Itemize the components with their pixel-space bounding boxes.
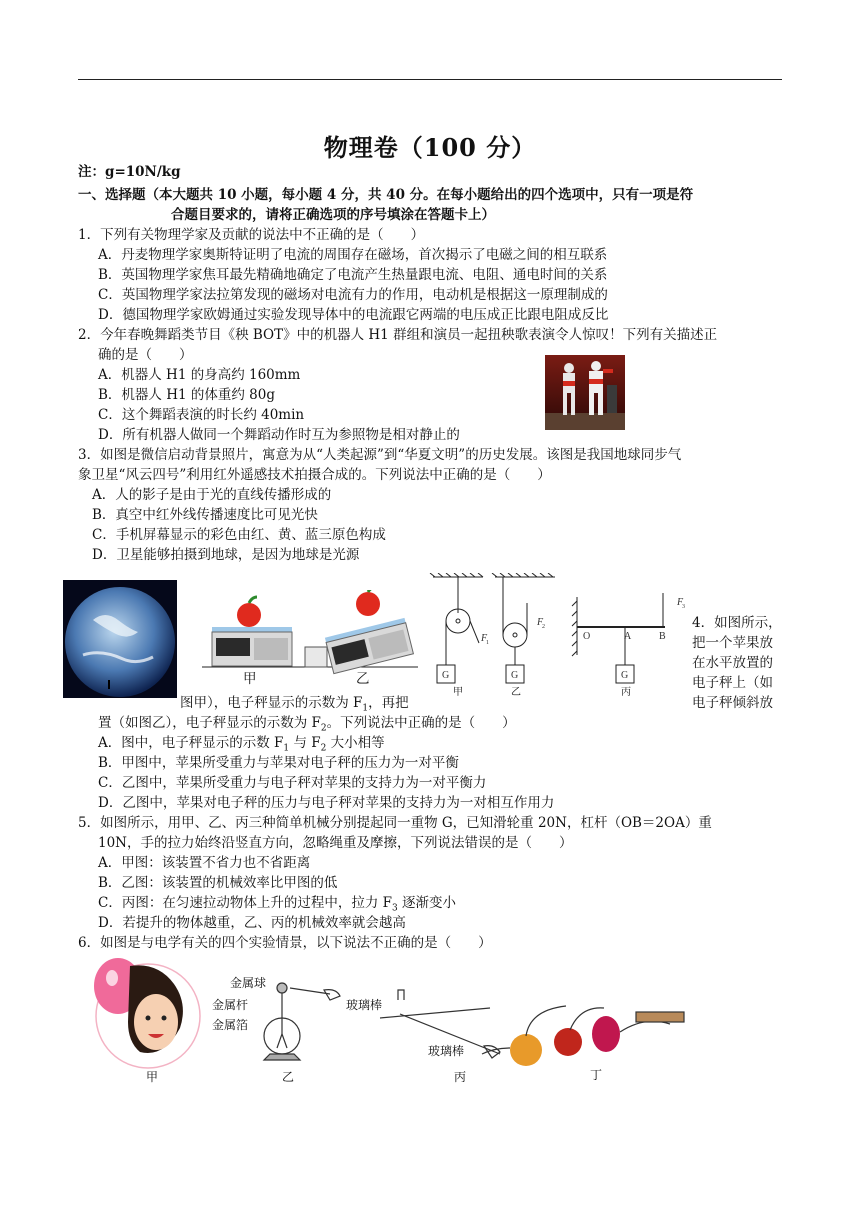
machine-f2: F [537, 617, 544, 628]
fig6-label-jia: 甲 [146, 1070, 159, 1084]
q4-option-c: C．乙图中，苹果所受重力与电子秤对苹果的支持力为一对平衡力 [98, 775, 487, 791]
q4-side-5: 电子秤倾斜放 [692, 695, 773, 711]
header-rule [78, 79, 782, 80]
q6-stem: 6．如图是与电学有关的四个实验情景，以下说法不正确的是（ ） [78, 935, 492, 951]
section1-line2: 合题目要求的，请将正确选项的序号填涂在答题卡上） [171, 207, 495, 223]
svg-text:3: 3 [682, 604, 685, 610]
fig6-label-ding: 丁 [590, 1068, 603, 1082]
q5-option-d: D．若提升的物体越重，乙、丙的机械效率就会越高 [98, 915, 406, 931]
q4-option-d: D．乙图中，苹果对电子秤的压力与电子秤对苹果的支持力为一对相互作用力 [98, 795, 555, 811]
note: 注：g=10N/kg [78, 164, 181, 180]
q5-stem-line1: 5．如图所示，用甲、乙、丙三种简单机械分别提起同一重物 G，已知滑轮重 20N，杠杆（OB＝2OA）重 [78, 815, 712, 831]
machine-g-jia: G [442, 670, 450, 681]
label-metal-rod: 金属杆 [212, 998, 249, 1012]
page-title: 物理卷（100 分） [323, 133, 537, 162]
q3-stem-line2: 象卫星“风云四号”利用红外遥感技术拍摄合成的。下列说法中正确的是（ ） [78, 467, 551, 483]
q5-option-c: C．丙图：在匀速拉动物体上升的过程中，拉力 $F_3$ 逐渐变小 [98, 895, 457, 914]
q4-side-3: 在水平放置的 [692, 655, 773, 671]
q2-stem-line2: 确的是（ ） [98, 347, 193, 363]
q1-option-b: B．英国物理学家焦耳最先精确地确定了电流产生热量跟电流、电阻、通电时间的关系 [98, 267, 608, 283]
q3-option-b: B．真空中红外线传播速度比可见光快 [92, 507, 318, 523]
q4-mid: 图甲），电子秤显示的示数为 $F_1$，再把 [180, 695, 409, 714]
q4-stem-cont: 置（如图乙），电子秤显示的示数为 $F_2$。下列说法中正确的是（ ） [98, 715, 516, 734]
q2-option-d: D．所有机器人做同一个舞蹈动作时互为参照物是相对静止的 [98, 427, 460, 443]
q3-option-a: A．人的影子是由于光的直线传播形成的 [92, 487, 332, 503]
machine-f1: F [481, 633, 488, 644]
section1-line1: 一、选择题（本大题共 10 小题，每小题 4 分，共 40 分。在每小题给出的四个选项中，只有一项是符 [78, 187, 694, 203]
q1-option-a: A．丹麦物理学家奥斯特证明了电流的周围存在磁场，首次揭示了电磁之间的相互联系 [98, 247, 608, 263]
machines-figure [425, 573, 687, 698]
lever-b: B [659, 631, 666, 642]
machine-g-bing: G [621, 670, 629, 681]
q4-side-2: 把一个苹果放 [692, 635, 773, 651]
q2-option-c: C．这个舞蹈表演的时长约 40min [98, 407, 305, 423]
label-metal-foil: 金属箔 [212, 1018, 249, 1032]
svg-text:2: 2 [542, 624, 545, 630]
q2-stem-line1: 2．今年春晚舞蹈类节目《秧 BOT》中的机器人 H1 群组和演员一起扭秧歌表演令人惊叹！下列有关描述正 [78, 327, 718, 343]
q5-option-a: A．甲图：该装置不省力也不省距离 [98, 855, 311, 871]
label-glass-rod-2: 玻璃棒 [428, 1044, 465, 1058]
q1-option-d: D．德国物理学家欧姆通过实验发现导体中的电流跟它两端的电压成正比跟电阻成反比 [98, 307, 609, 323]
scales-label-jia: 甲 [243, 671, 257, 687]
fig6-label-yi: 乙 [282, 1070, 295, 1084]
q3-option-c: C．手机屏幕显示的彩色由红、黄、蓝三原色构成 [92, 527, 386, 543]
scales-label-yi: 乙 [356, 671, 370, 687]
q2-option-a: A．机器人 H1 的身高约 160mm [98, 367, 301, 383]
q5-option-b: B．乙图：该装置的机械效率比甲图的低 [98, 875, 338, 891]
machine-label-jia: 甲 [453, 687, 463, 698]
machine-f3: F [677, 597, 684, 608]
fig6-label-bing: 丙 [454, 1070, 467, 1084]
q3-option-d: D．卫星能够拍摄到地球，是因为地球是光源 [92, 547, 360, 563]
label-metal-ball: 金属球 [230, 976, 267, 990]
q3-stem-line1: 3．如图是微信启动背景照片，寓意为从“人类起源”到“华夏文明”的历史发展。该图是我国地球同步气 [78, 447, 682, 463]
q1-option-c: C．英国物理学家法拉第发现的磁场对电流有力的作用，电动机是根据这一原理制成的 [98, 287, 608, 303]
scales-figure [200, 590, 420, 690]
q4-side-4: 电子秤上（如 [692, 675, 773, 691]
q5-stem-line2: 10N，手的拉力始终沿竖直方向，忽略绳重及摩擦，下列说法错误的是（ ） [98, 835, 573, 851]
svg-text:1: 1 [486, 640, 489, 646]
machine-label-bing: 丙 [621, 687, 631, 698]
q4-option-a: A．图中，电子秤显示的示数 $F_1$ 与 $F_2$ 大小相等 [98, 735, 385, 754]
q4-option-b: B．甲图中，苹果所受重力与苹果对电子秤的压力为一对平衡 [98, 755, 459, 771]
q4-side-1: 4．如图所示， [692, 615, 782, 631]
robot-dance-photo [545, 355, 625, 430]
label-glass-rod-1: 玻璃棒 [346, 998, 383, 1012]
earth-photo [63, 580, 177, 698]
q1-stem: 1．下列有关物理学家及贡献的说法中不正确的是（ ） [78, 227, 425, 243]
q2-option-b: B．机器人 H1 的体重约 80g [98, 387, 275, 403]
lever-o: O [583, 631, 591, 642]
lever-a: A [624, 631, 632, 642]
machine-g-yi: G [511, 670, 519, 681]
electricity-figure [80, 952, 692, 1090]
machine-label-yi: 乙 [511, 687, 521, 698]
